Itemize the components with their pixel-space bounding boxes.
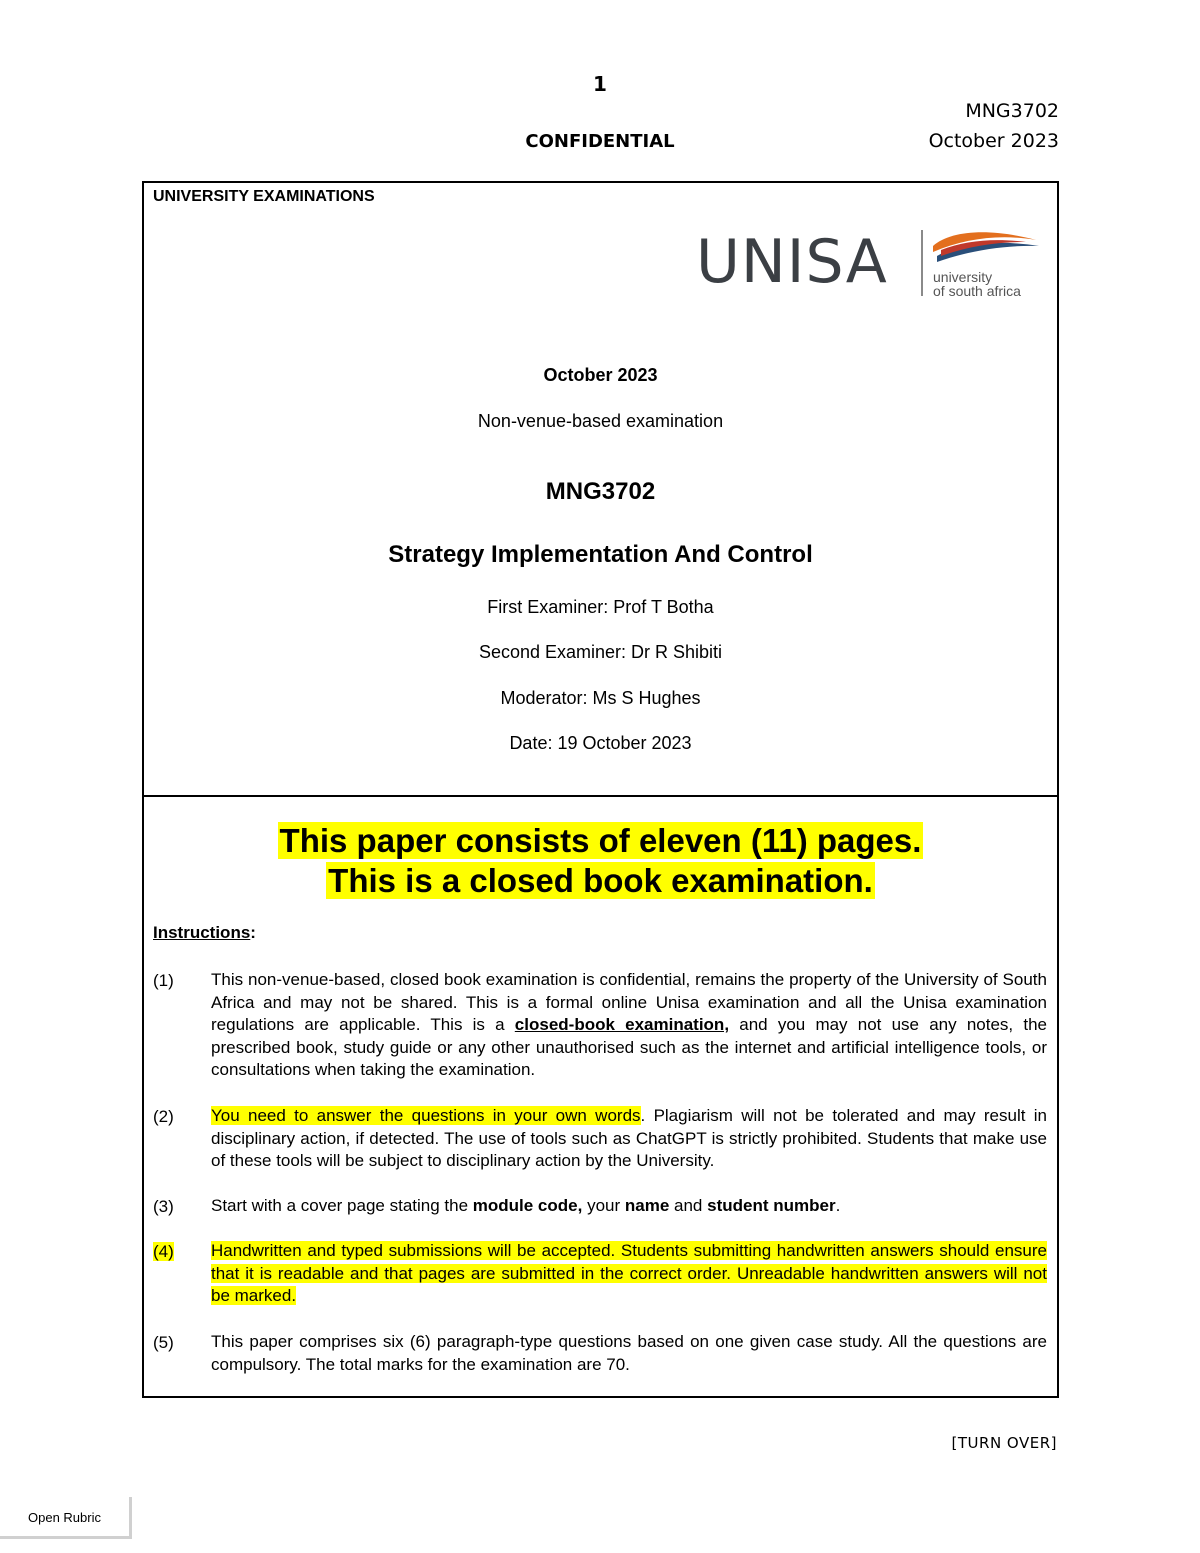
notice-closed-book-text: This is a closed book examination. [328,862,873,899]
instructions-heading: Instructions: [153,923,256,942]
course-title: Strategy Implementation And Control [388,541,813,568]
first-examiner: First Examiner: Prof T Botha [487,597,714,617]
open-rubric-button[interactable]: Open Rubric [0,1497,132,1539]
logo-line2: of south africa [933,283,1021,299]
moderator: Moderator: Ms S Hughes [500,688,701,708]
course-code: MNG3702 [545,478,656,505]
exam-month: October 2023 [543,365,658,385]
notice-closed-book [144,861,1057,901]
instruction-number: (3) [153,1197,174,1216]
university-examinations-label: UNIVERSITY EXAMINATIONS [153,188,375,205]
cover-box [142,181,1059,797]
instruction-number: (2) [153,1107,174,1126]
instruction-number: (1) [153,971,174,990]
instruction-number: (5) [153,1333,174,1352]
instruction-text: This paper comprises six (6) paragraph-type questions based on one given case study. All the questions are compulsory. The total marks for the examination are 70. [211,1332,1047,1374]
page-number: 1 [593,72,607,96]
logo-subtitle [933,270,1021,298]
logo-wordmark: UNISA [696,227,888,297]
instructions-box [142,795,1059,1398]
second-examiner: Second Examiner: Dr R Shibiti [478,642,723,662]
instruction-text: This non-venue-based, closed book examination is confidential, remains the property of the University of South Africa and may not be shared. This is a formal online Unisa examination and all the Unisa examination regulations are applicable. This is a closed-book examination, and you may not use any notes, the prescribed book, study guide or any other unauthorised such as the internet and artificial intelligence tools, or consultations when taking the examination. [211,970,1047,1080]
header-module-code: MNG3702 [965,100,1059,122]
unisa-logo [696,228,1041,303]
instruction-number: (4) [153,1242,174,1261]
instruction-text: You need to answer the questions in your own words. Plagiarism will not be tolerated and may result in disciplinary action, if detected. The use of tools such as ChatGPT is strictly prohibited. Students that make use of these tools will be subject to disciplinary action by the University. [211,1106,1047,1171]
notice-pages [144,821,1057,861]
instruction-text: Start with a cover page stating the module code, your name and student number. [211,1196,841,1215]
exam-type: Non-venue-based examination [477,411,724,431]
exam-date: Date: 19 October 2023 [509,733,692,753]
confidential-label: CONFIDENTIAL [525,131,675,152]
swoosh-icon [931,228,1041,268]
instruction-text: Handwritten and typed submissions will be accepted. Students submitting handwritten answers should ensure that it is readable and that pages are submitted in the correct order. Unreadable handwritten answers will not be marked. [211,1241,1047,1306]
header-date: October 2023 [928,130,1059,152]
logo-divider [921,230,923,296]
turn-over-label: [TURN OVER] [951,1434,1057,1452]
logo-line1: university [933,269,993,285]
notice-pages-text: This paper consists of eleven (11) pages. [279,822,922,859]
